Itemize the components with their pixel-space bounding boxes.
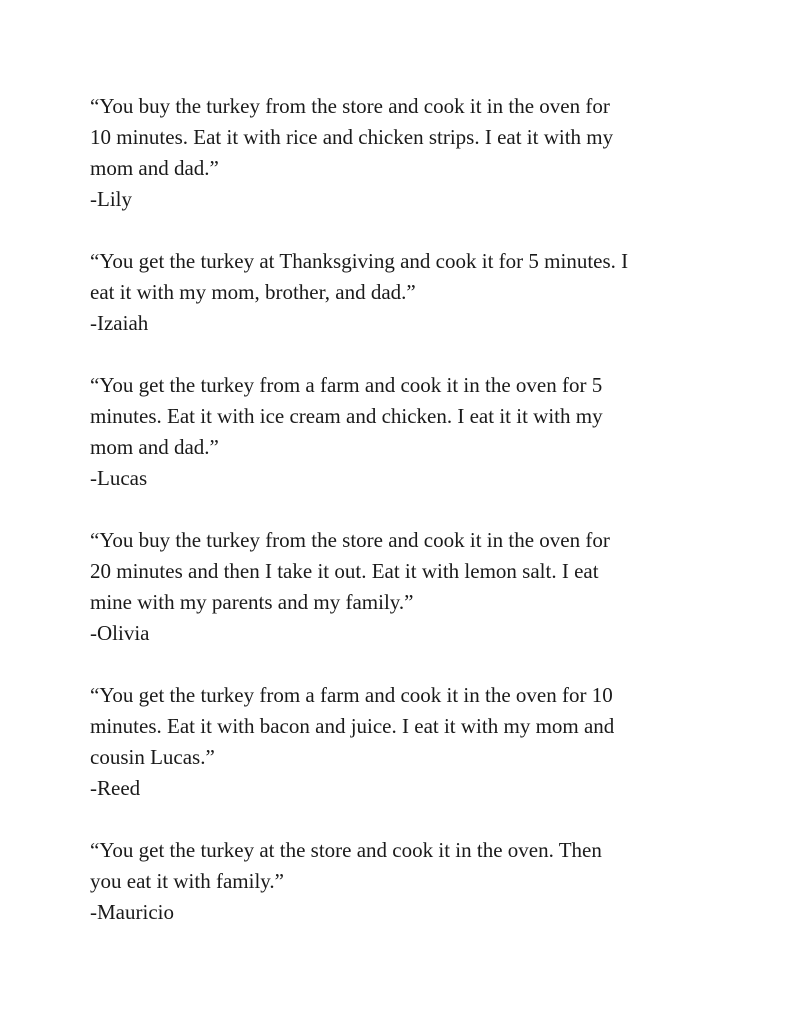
document-body bbox=[90, 91, 730, 959]
quote-line: “You get the turkey at the store and cook it in the oven. Then bbox=[90, 838, 602, 862]
quote-line: minutes. Eat it with bacon and juice. I eat it with my mom and bbox=[90, 714, 615, 738]
quote-author: -Mauricio bbox=[90, 900, 174, 924]
quote-line: cousin Lucas.” bbox=[90, 745, 215, 769]
quote-entry-reed bbox=[90, 680, 730, 804]
quote-line: you eat it with family.” bbox=[90, 869, 285, 893]
quote-line: mom and dad.” bbox=[90, 435, 219, 459]
quote-entry-lucas bbox=[90, 370, 730, 494]
quote-entry-lily bbox=[90, 91, 730, 215]
quote-entry-izaiah bbox=[90, 246, 730, 339]
quote-line: “You get the turkey from a farm and cook it in the oven for 10 bbox=[90, 683, 613, 707]
quote-line: “You buy the turkey from the store and cook it in the oven for bbox=[90, 528, 610, 552]
quote-author: -Izaiah bbox=[90, 311, 149, 335]
quote-entry-olivia bbox=[90, 525, 730, 649]
quote-author: -Lily bbox=[90, 187, 132, 211]
quote-line: minutes. Eat it with ice cream and chicken. I eat it it with my bbox=[90, 404, 603, 428]
quote-line: “You get the turkey from a farm and cook it in the oven for 5 bbox=[90, 373, 603, 397]
quote-line: mine with my parents and my family.” bbox=[90, 590, 414, 614]
quote-line: “You buy the turkey from the store and cook it in the oven for bbox=[90, 94, 610, 118]
quote-author: -Olivia bbox=[90, 621, 150, 645]
quote-author: -Reed bbox=[90, 776, 141, 800]
quote-line: 10 minutes. Eat it with rice and chicken strips. I eat it with my bbox=[90, 125, 614, 149]
quote-line: mom and dad.” bbox=[90, 156, 219, 180]
quote-author: -Lucas bbox=[90, 466, 148, 490]
quote-line: 20 minutes and then I take it out. Eat it with lemon salt. I eat bbox=[90, 559, 599, 583]
quote-entry-mauricio bbox=[90, 835, 730, 928]
quote-line: “You get the turkey at Thanksgiving and cook it for 5 minutes. I bbox=[90, 249, 629, 273]
quote-line: eat it with my mom, brother, and dad.” bbox=[90, 280, 416, 304]
